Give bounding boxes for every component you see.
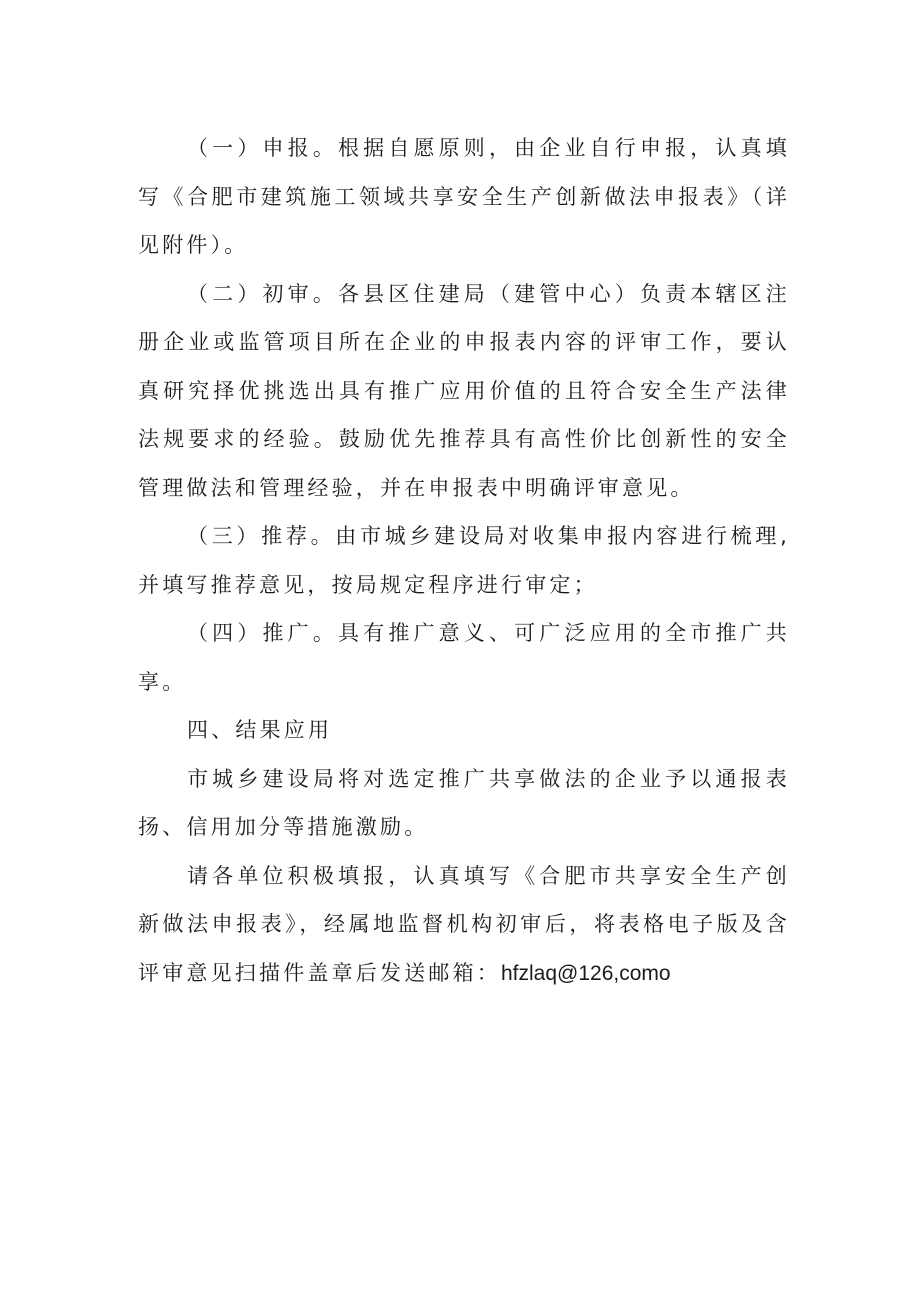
paragraph-result-application: 市城乡建设局将对选定推广共享做法的企业予以通报表扬、信用加分等措施激励。 [138, 766, 790, 839]
paragraph-promotion: （四）推广。具有推广意义、可广泛应用的全市推广共享。 [138, 621, 790, 694]
closing-text: 请各单位积极填报，认真填写《合肥市共享安全生产创新做法申报表》，经属地监督机构初审后，将表格电子版及含评审意见扫描件盖章后发送邮箱： [138, 863, 790, 985]
section-heading-result-application: 四、结果应用 [187, 718, 333, 742]
document-body [138, 124, 790, 998]
paragraph-closing [138, 852, 790, 999]
email-address: hfzlaq@126,como [501, 961, 671, 985]
paragraph-preliminary-review: （二）初审。各县区住建局（建管中心）负责本辖区注册企业或监管项目所在企业的申报表内容的评审工作，要认真研究择优挑选出具有推广应用价值的且符合安全生产法律法规要求的经验。鼓励优先推荐具有高性价比创新性的安全管理做法和管理经验，并在申报表中明确评审意见。 [138, 281, 790, 500]
paragraph-declaration: （一）申报。根据自愿原则，由企业自行申报，认真填写《合肥市建筑施工领域共享安全生产创新做法申报表》（详见附件）。 [138, 136, 790, 257]
paragraph-recommendation: （三）推荐。由市城乡建设局对收集申报内容进行梳理,并填写推荐意见，按局规定程序进行审定； [138, 524, 790, 597]
